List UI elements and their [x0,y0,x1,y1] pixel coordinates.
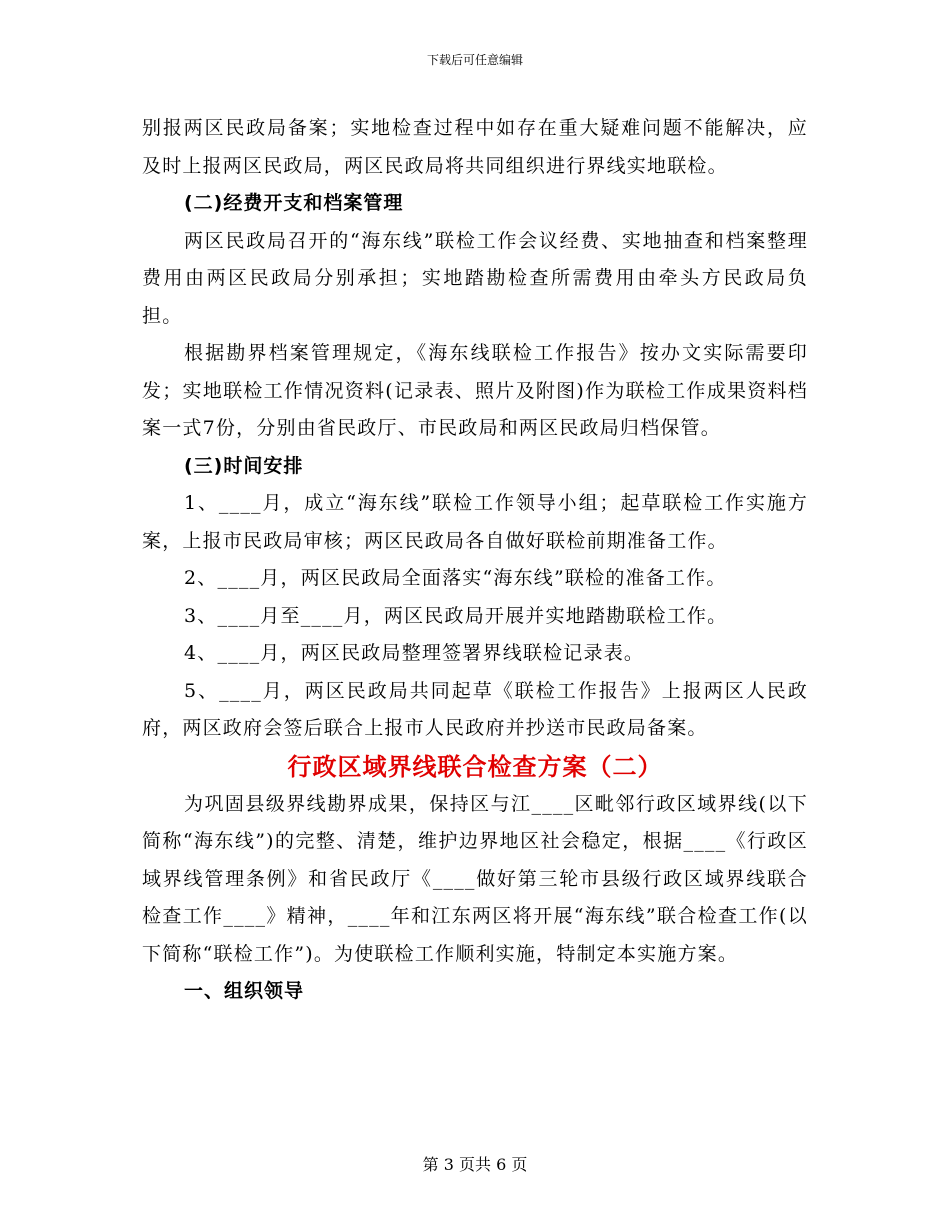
paragraph-intro: 为巩固县级界线勘界成果，保持区与江____区毗邻行政区域界线(以下简称“海东线”)的完整、清楚，维护边界地区社会稳定，根据____《行政区域界线管理条例》和省民政厅《____做好第三轮市县级行政区域界线联合检查工作____》精神，____年和江东两区将开展“海东线”联合检查工作(以下简称“联检工作”)。为使联检工作顺利实施，特制定本实施方案。 [142,792,808,965]
document-title-2: 行政区域界线联合检查方案（二） [287,752,663,781]
page-footer: 第 3 页共 6 页 [422,1155,528,1174]
schedule-item-2: 2、____月，两区民政局全面落实“海东线”联检的准备工作。 [184,567,727,589]
section-heading-funding: (二)经费开支和档案管理 [184,192,404,214]
document-body [142,110,808,1011]
section-heading-organization: 一、组织领导 [184,980,305,1002]
schedule-item-4: 4、____月，两区民政局整理签署界线联检记录表。 [184,642,645,664]
paragraph-funding: 两区民政局召开的“海东线”联检工作会议经费、实地抽查和档案整理费用由两区民政局分别承担；实地踏勘检查所需费用由牵头方民政局负担。 [142,229,808,327]
paragraph-archive: 根据勘界档案管理规定，《海东线联检工作报告》按办文实际需要印发；实地联检工作情况资料(记录表、照片及附图)作为联检工作成果资料档案一式7份，分别由省民政厅、市民政局和两区民政局归档保管。 [142,342,808,439]
paragraph-1: 别报两区民政局备案；实地检查过程中如存在重大疑难问题不能解决，应及时上报两区民政局，两区民政局将共同组织进行界线实地联检。 [142,117,808,177]
schedule-item-3: 3、____月至____月，两区民政局开展并实地踏勘联检工作。 [184,604,728,627]
section-heading-schedule: (三)时间安排 [184,454,304,477]
schedule-item-1: 1、____月，成立“海东线”联检工作领导小组；起草联检工作实施方案，上报市民政局审核；两区民政局各自做好联检前期准备工作。 [142,492,808,552]
schedule-item-5: 5、____月，两区民政局共同起草《联检工作报告》上报两区人民政府，两区政府会签后联合上报市人民政府并抄送市民政局备案。 [142,679,808,739]
page-header: 下载后可任意编辑 [426,53,523,67]
